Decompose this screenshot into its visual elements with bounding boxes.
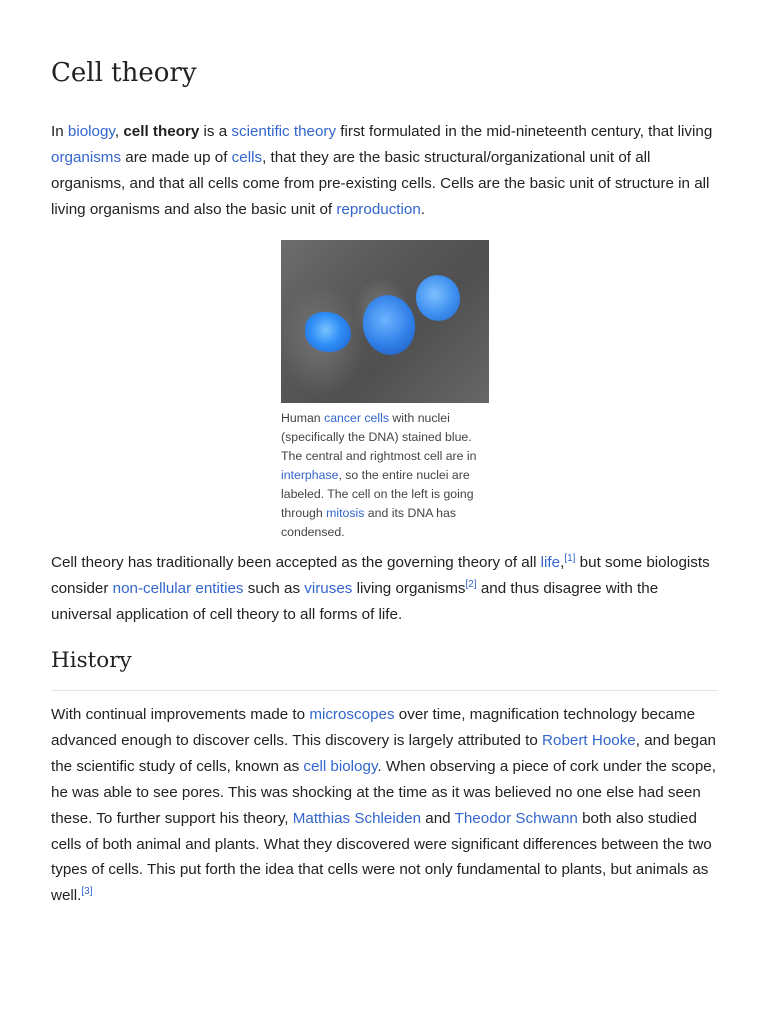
text-run: , [560,554,565,571]
interphase-nucleus-central [357,290,420,360]
link-biology[interactable]: biology [67,123,115,140]
text-run: With continual improvements made to [51,706,310,723]
link-mitosis[interactable]: mitosis [326,506,365,520]
intro-paragraph [51,119,718,223]
section-divider [51,690,718,691]
link-cancer-cells[interactable]: cancer cells [324,411,389,425]
text-run: but some biologists consider [51,554,710,597]
link-non-cellular-entities[interactable]: non-cellular entities [112,579,244,597]
figure [281,240,489,542]
text-run: , [114,123,124,140]
bold-term: cell theory [123,123,200,140]
cancer-cells-image[interactable] [281,240,489,403]
text-run: such as [243,579,305,597]
text-run: . [420,200,426,218]
text-run: , so the entire nuclei are labeled. The cell on the left is going through [281,468,474,520]
link-theodor-schwann[interactable]: Theodor Schwann [454,809,578,827]
text-run: Cell theory has traditionally been accepted as the governing theory of all [51,554,541,571]
mitosis-nucleus [305,312,351,352]
link-microscopes[interactable]: microscopes [309,706,395,723]
text-run: and [421,809,455,827]
text-run: . When observing a piece of cork under the scope, he was able to see pores. This was shocking at the time as it was believed no one else had seen these. To further support his theory, [51,757,716,827]
link-organisms[interactable]: organisms [51,148,122,166]
text-run: over time, magnification technology became advanced enough to discover cells. This discovery is largely attributed to [51,706,696,749]
text-run: and thus disagree with the universal application of cell theory to all forms of life. [51,579,659,623]
link-cell-biology[interactable]: cell biology [303,757,378,775]
section-heading-history: History [51,648,132,673]
reference-link[interactable]: [1] [564,552,576,564]
link-matthias-schleiden[interactable]: Matthias Schleiden [292,809,422,827]
figure-caption [281,409,489,542]
page-title: Cell theory [51,58,197,88]
link-reproduction[interactable]: reproduction [336,200,421,218]
text-run: are made up of [121,148,232,166]
text-run: is a [199,123,232,140]
text-run: both also studied cells of both animal and plants. What they discovered were significant differences between the two types of cells. This put forth the idea that cells were not only fundamental to plants, but animals as well. [51,809,712,905]
text-run: , and began the scientific study of cells, known as [51,731,716,775]
link-robert-hooke[interactable]: Robert Hooke [542,731,636,749]
link-scientific-theory[interactable]: scientific theory [231,123,337,140]
text-run: first formulated in the mid-nineteenth century, that living [336,123,713,140]
viral-paragraph [51,550,718,628]
text-run: living organisms [352,579,466,597]
text-run: Human [281,411,325,425]
history-paragraph [51,702,718,909]
link-interphase[interactable]: interphase [281,468,339,482]
link-cells[interactable]: cells [231,148,263,166]
link-viruses[interactable]: viruses [304,579,353,597]
text-run: and its DNA has condensed. [281,506,456,539]
text-run: In [51,123,68,140]
interphase-nucleus-right [410,269,466,326]
link-life[interactable]: life [540,554,561,571]
reference-link[interactable]: [2] [465,578,477,590]
reference-link[interactable]: [3] [81,886,93,898]
text-run: , that they are the basic structural/organizational unit of all organisms, and that all cells come from pre-existing cells. Cells are the basic unit of structure in all living organisms and also the basic unit of [51,148,710,218]
text-run: with nuclei (specifically the DNA) stained blue. The central and rightmost cell are in [281,411,477,463]
